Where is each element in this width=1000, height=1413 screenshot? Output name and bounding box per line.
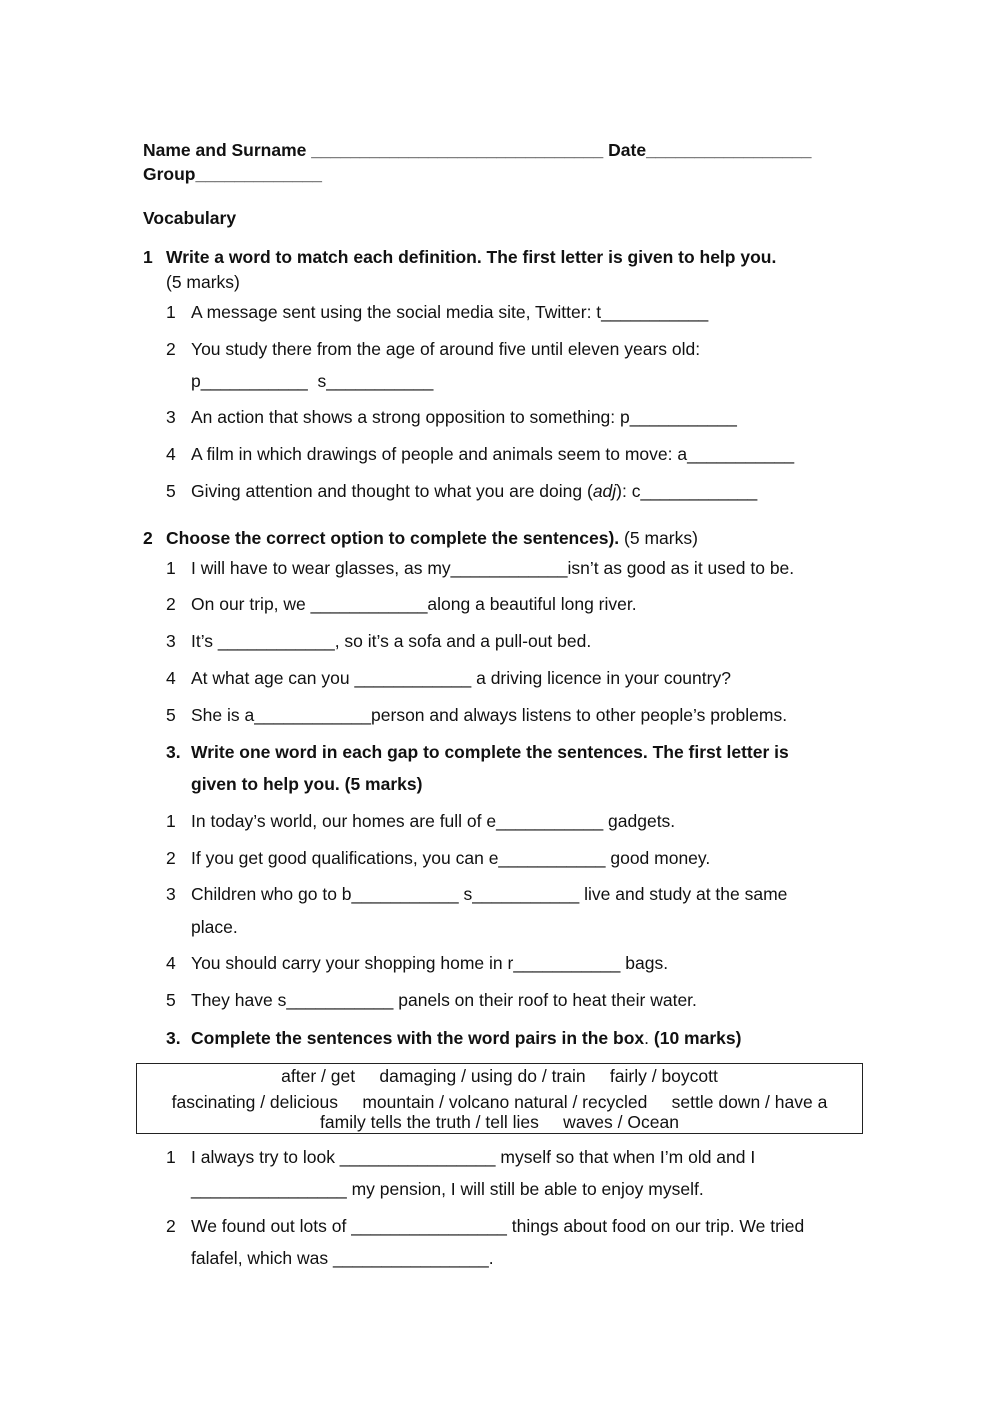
date-blank[interactable]: _________________ bbox=[646, 140, 812, 160]
ex1-item-5 bbox=[191, 480, 757, 502]
ex3-item-1: In today’s world, our homes are full of e___________ gadgets. bbox=[191, 811, 676, 831]
ex4-item-1-num: 1 bbox=[166, 1147, 176, 1167]
ex1-item-3: An action that shows a strong opposition to something: p___________ bbox=[191, 407, 737, 427]
ex2-item-2: On our trip, we ____________along a beautiful long river. bbox=[191, 594, 637, 614]
ex2-item-1-num: 1 bbox=[166, 558, 176, 578]
ex1-item-1: A message sent using the social media site, Twitter: t___________ bbox=[191, 302, 709, 322]
ex4-dot: . bbox=[644, 1028, 650, 1048]
ex2-item-5-num: 5 bbox=[166, 705, 176, 725]
ex3-item-3: Children who go to b___________ s___________ live and study at the same bbox=[191, 884, 788, 904]
ex2-item-1: I will have to wear glasses, as my____________isn’t as good as it used to be. bbox=[191, 558, 795, 578]
ex2-item-3: It’s ____________, so it’s a sofa and a pull-out bed. bbox=[191, 631, 592, 651]
name-line bbox=[143, 139, 812, 161]
ex3-instruction-line1: Write one word in each gap to complete the sentences. The first letter is bbox=[191, 742, 789, 762]
ex3-item-3-cont: place. bbox=[191, 917, 238, 937]
ex4-heading bbox=[191, 1027, 741, 1049]
ex3-item-5: They have s___________ panels on their roof to heat their water. bbox=[191, 990, 697, 1010]
ex1-marks: (5 marks) bbox=[166, 272, 240, 292]
name-blank[interactable]: ______________________________ bbox=[311, 140, 604, 160]
ex4-item-2-num: 2 bbox=[166, 1216, 176, 1236]
ex2-item-3-num: 3 bbox=[166, 631, 176, 651]
ex3-item-2: If you get good qualifications, you can e___________ good money. bbox=[191, 848, 711, 868]
ex3-item-4-num: 4 bbox=[166, 953, 176, 973]
ex3-instruction-line2: given to help you. (5 marks) bbox=[191, 774, 423, 794]
word-box bbox=[136, 1063, 863, 1134]
ex4-item-1: I always try to look ________________ myself so that when I’m old and I bbox=[191, 1147, 756, 1167]
ex3-item-4: You should carry your shopping home in r___________ bags. bbox=[191, 953, 669, 973]
section-title: Vocabulary bbox=[143, 208, 237, 228]
ex3-number: 3. bbox=[166, 742, 181, 762]
ex3-item-5-num: 5 bbox=[166, 990, 176, 1010]
ex1-item-4: A film in which drawings of people and animals seem to move: a___________ bbox=[191, 444, 795, 464]
ex1-item-4-num: 4 bbox=[166, 444, 176, 464]
ex1-number: 1 bbox=[143, 247, 153, 267]
ex1-item-5-num: 5 bbox=[166, 481, 176, 501]
ex1-item-2-cont: p___________ s___________ bbox=[191, 371, 434, 391]
ex4-marks: (10 marks) bbox=[649, 1028, 742, 1048]
ex1-instruction: Write a word to match each definition. The first letter is given to help you. bbox=[166, 247, 777, 267]
word-box-line-1: after / get damaging / using do / train fairly / boycott bbox=[281, 1066, 718, 1086]
ex4-instruction: Complete the sentences with the word pairs in the box bbox=[191, 1028, 645, 1048]
ex1-item-1-num: 1 bbox=[166, 302, 176, 322]
ex1-item-5-post: ): c____________ bbox=[616, 481, 758, 501]
ex2-heading bbox=[166, 527, 698, 549]
group-line bbox=[143, 163, 322, 185]
ex2-item-2-num: 2 bbox=[166, 594, 176, 614]
ex1-item-2-num: 2 bbox=[166, 339, 176, 359]
word-box-line-3: family tells the truth / tell lies waves / Ocean bbox=[320, 1112, 679, 1132]
ex2-number: 2 bbox=[143, 528, 153, 548]
ex3-item-3-num: 3 bbox=[166, 884, 176, 904]
ex2-marks: (5 marks) bbox=[624, 528, 698, 548]
ex3-item-2-num: 2 bbox=[166, 848, 176, 868]
name-label: Name and Surname bbox=[143, 140, 307, 160]
ex3-item-1-num: 1 bbox=[166, 811, 176, 831]
ex1-item-5-pre: Giving attention and thought to what you are doing ( bbox=[191, 481, 593, 501]
ex2-item-4-num: 4 bbox=[166, 668, 176, 688]
date-label: Date bbox=[608, 140, 647, 160]
group-blank[interactable]: _____________ bbox=[195, 164, 323, 184]
ex1-item-2: You study there from the age of around five until eleven years old: bbox=[191, 339, 701, 359]
ex2-item-5: She is a____________person and always listens to other people’s problems. bbox=[191, 705, 788, 725]
ex4-item-2-cont: falafel, which was ________________. bbox=[191, 1248, 494, 1268]
ex2-instruction: Choose the correct option to complete the sentences). bbox=[166, 528, 620, 548]
ex4-item-1-cont: ________________ my pension, I will still be able to enjoy myself. bbox=[191, 1179, 704, 1199]
group-label: Group bbox=[143, 164, 196, 184]
ex4-item-2: We found out lots of ________________ things about food on our trip. We tried bbox=[191, 1216, 805, 1236]
ex1-item-3-num: 3 bbox=[166, 407, 176, 427]
ex4-number: 3. bbox=[166, 1028, 181, 1048]
ex2-item-4: At what age can you ____________ a driving licence in your country? bbox=[191, 668, 731, 688]
ex1-item-5-ital: adj bbox=[592, 481, 617, 501]
word-box-line-2: fascinating / delicious mountain / volcano natural / recycled settle down / have a bbox=[171, 1092, 828, 1112]
